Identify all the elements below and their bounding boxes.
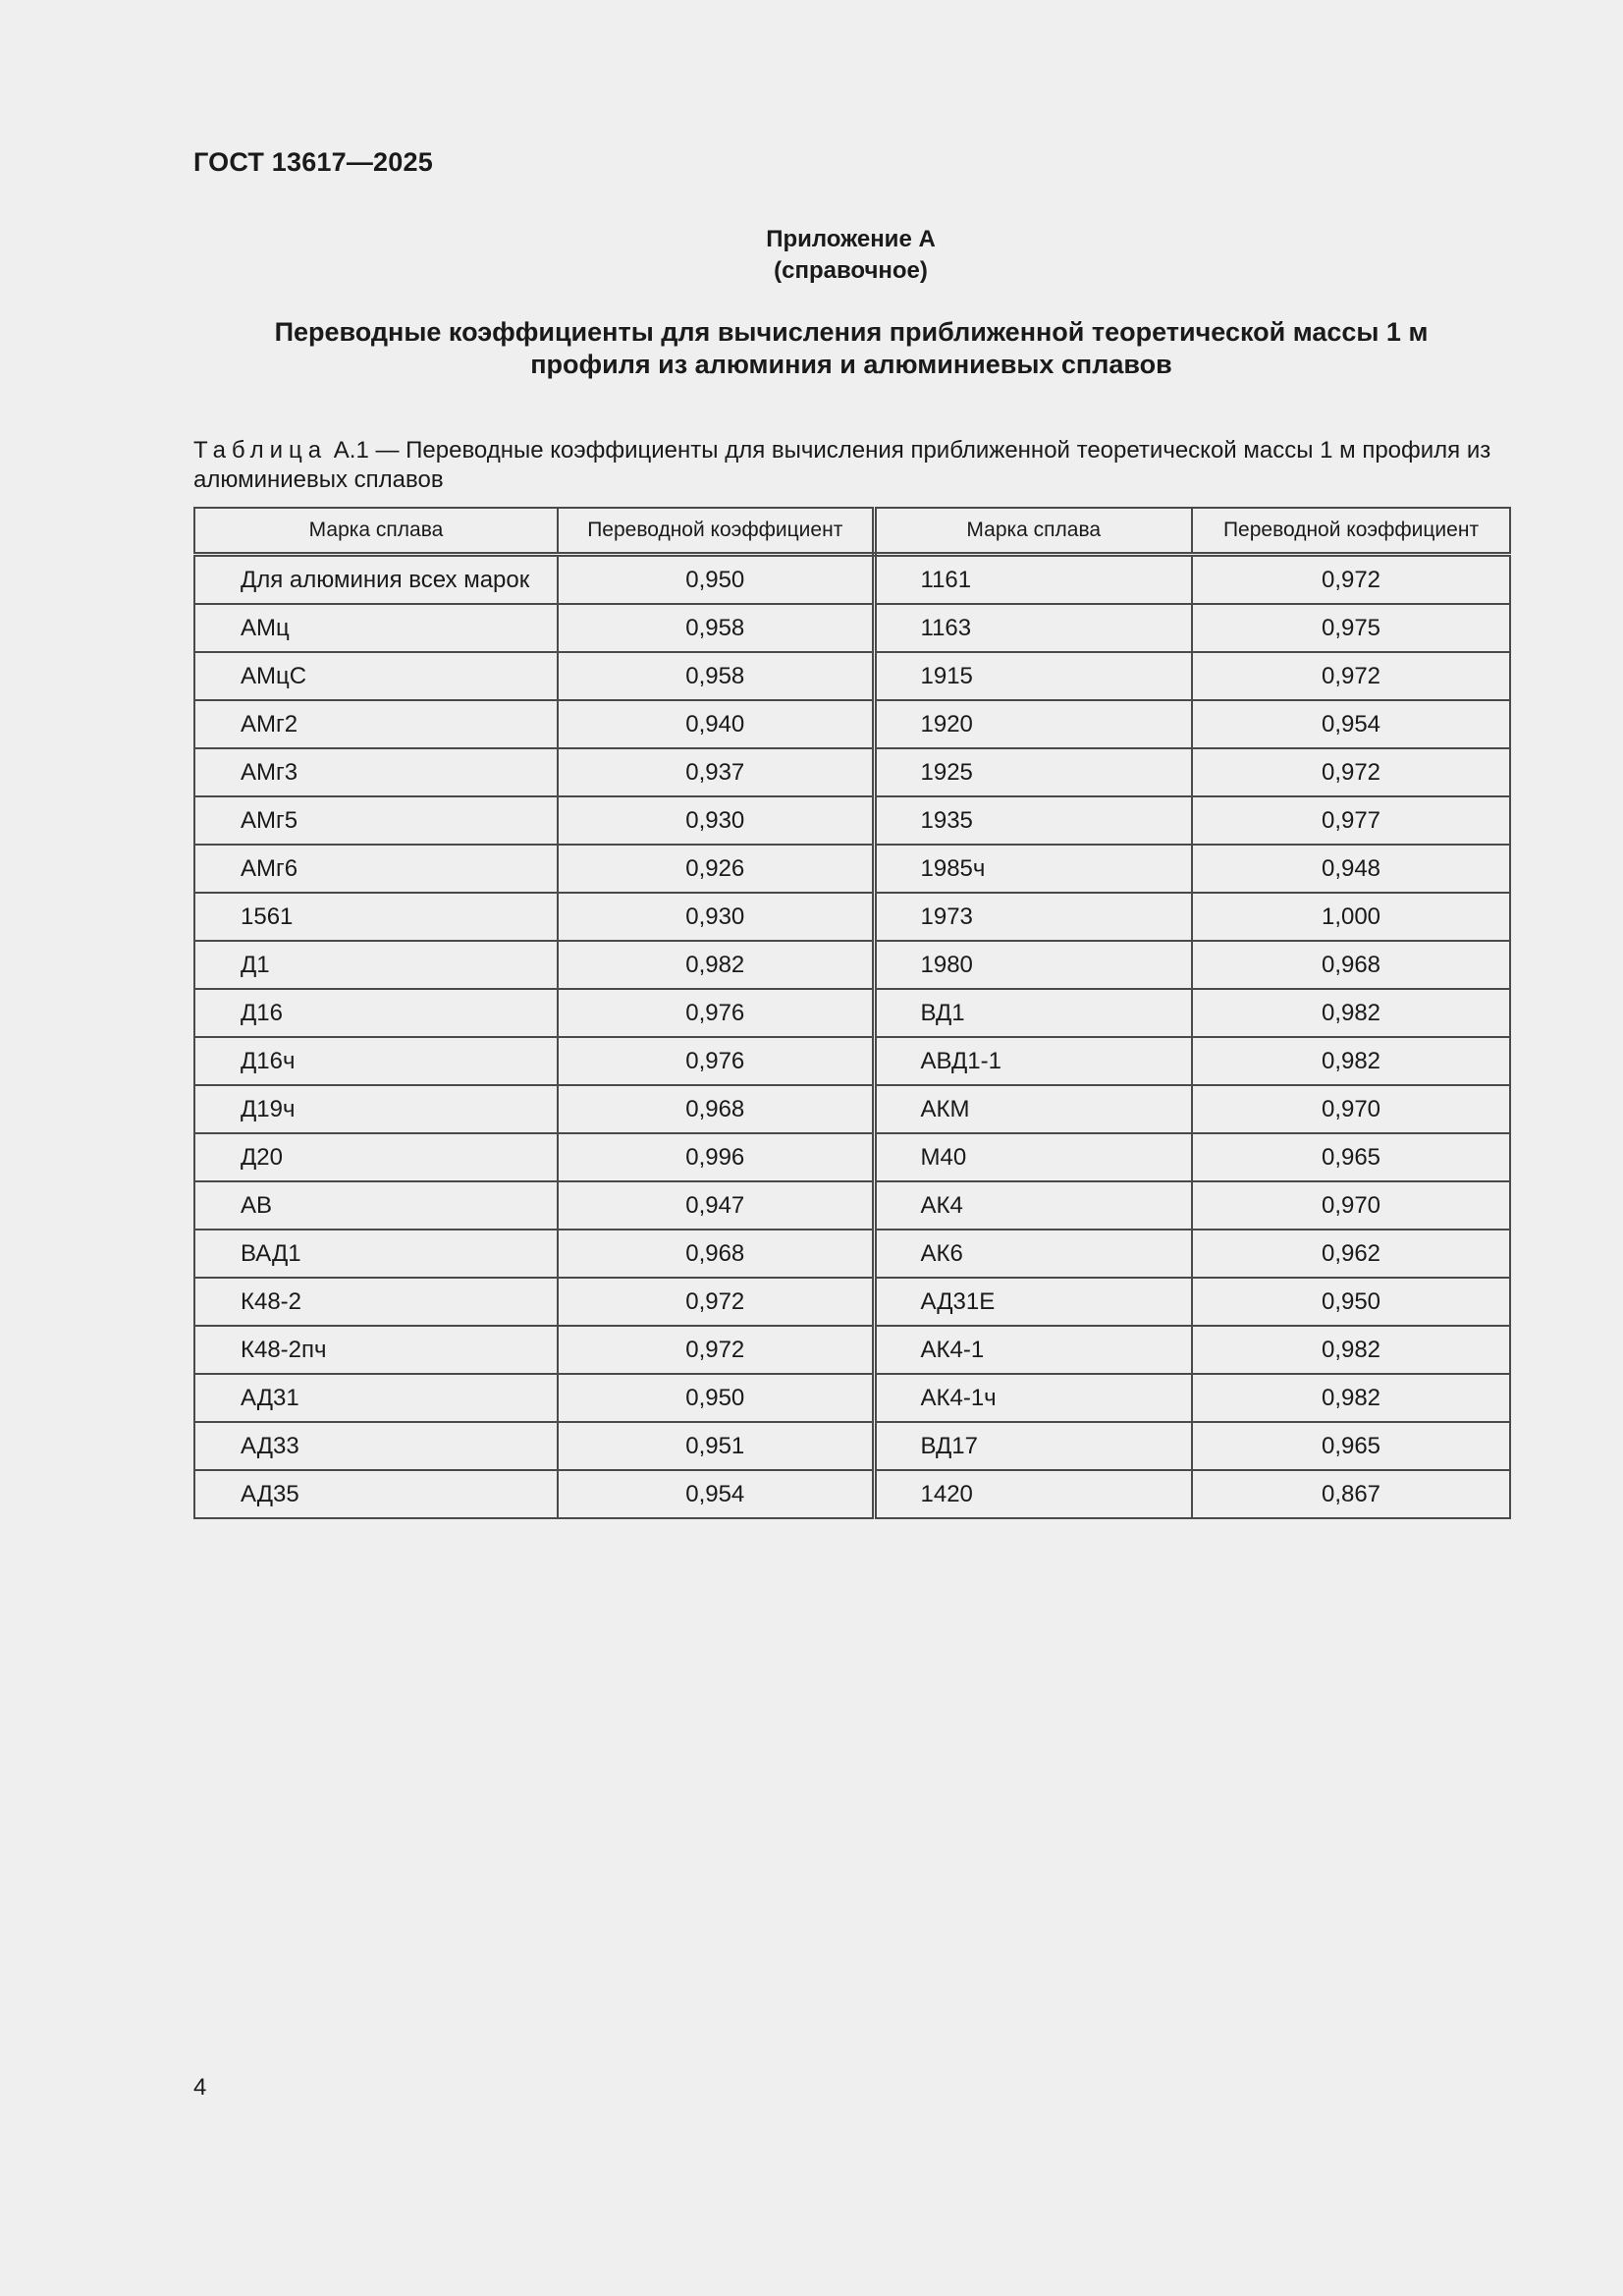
coefficient-right-cell: 0,968 xyxy=(1192,941,1510,989)
coefficient-right-cell: 0,975 xyxy=(1192,604,1510,652)
alloy-left-cell: Д20 xyxy=(194,1133,558,1181)
document-designation: ГОСТ 13617—2025 xyxy=(193,147,433,177)
coefficient-left-cell: 0,958 xyxy=(558,652,874,700)
alloy-right-cell: М40 xyxy=(874,1133,1192,1181)
table-row xyxy=(194,1470,1510,1518)
table-caption-text: — Переводные коэффициенты для вычисления приближенной теоретической массы 1 м профиля из алюминиевых сплавов xyxy=(193,437,1491,493)
alloy-left-cell: АД35 xyxy=(194,1470,558,1518)
header-coefficient-right: Переводной коэффициент xyxy=(1192,508,1510,555)
coefficient-left-cell: 0,937 xyxy=(558,748,874,796)
table-caption-number: А.1 xyxy=(333,437,369,464)
alloy-left-cell: АМцС xyxy=(194,652,558,700)
table-row xyxy=(194,748,1510,796)
table-body xyxy=(194,555,1510,1519)
coefficient-left-cell: 0,958 xyxy=(558,604,874,652)
table-row xyxy=(194,1037,1510,1085)
table-row xyxy=(194,652,1510,700)
appendix-kind: (справочное) xyxy=(774,257,928,284)
table-header-row xyxy=(194,508,1510,555)
coefficient-right-cell: 0,867 xyxy=(1192,1470,1510,1518)
coefficient-left-cell: 0,954 xyxy=(558,1470,874,1518)
alloy-right-cell: АД31Е xyxy=(874,1278,1192,1326)
table-row xyxy=(194,1181,1510,1230)
coefficient-right-cell: 0,972 xyxy=(1192,748,1510,796)
alloy-right-cell: ВД1 xyxy=(874,989,1192,1037)
table-caption-prefix: Таблица xyxy=(193,437,328,464)
alloy-right-cell: 1973 xyxy=(874,893,1192,941)
table-row xyxy=(194,604,1510,652)
table-row xyxy=(194,1422,1510,1470)
coefficients-table-container xyxy=(193,507,1509,1519)
table-caption xyxy=(193,436,1514,495)
coefficient-left-cell: 0,950 xyxy=(558,555,874,605)
coefficient-right-cell: 0,977 xyxy=(1192,796,1510,845)
alloy-left-cell: 1561 xyxy=(194,893,558,941)
header-alloy-right: Марка сплава xyxy=(874,508,1192,555)
table-row xyxy=(194,989,1510,1037)
coefficient-left-cell: 0,976 xyxy=(558,1037,874,1085)
coefficient-right-cell: 0,948 xyxy=(1192,845,1510,893)
coefficient-right-cell: 0,972 xyxy=(1192,555,1510,605)
coefficient-left-cell: 0,930 xyxy=(558,796,874,845)
alloy-left-cell: Д19ч xyxy=(194,1085,558,1133)
coefficient-right-cell: 0,970 xyxy=(1192,1181,1510,1230)
alloy-right-cell: АК4-1 xyxy=(874,1326,1192,1374)
header-alloy-left: Марка сплава xyxy=(194,508,558,555)
alloy-right-cell: 1915 xyxy=(874,652,1192,700)
table-row xyxy=(194,1374,1510,1422)
table-row xyxy=(194,845,1510,893)
coefficient-right-cell: 1,000 xyxy=(1192,893,1510,941)
coefficient-left-cell: 0,930 xyxy=(558,893,874,941)
appendix-title-line-2: профиля из алюминия и алюминиевых сплавов xyxy=(530,350,1172,379)
appendix-title xyxy=(193,316,1509,381)
alloy-right-cell: АК4 xyxy=(874,1181,1192,1230)
table-row xyxy=(194,941,1510,989)
alloy-left-cell: АВ xyxy=(194,1181,558,1230)
coefficient-right-cell: 0,965 xyxy=(1192,1133,1510,1181)
alloy-right-cell: 1163 xyxy=(874,604,1192,652)
coefficient-right-cell: 0,962 xyxy=(1192,1230,1510,1278)
alloy-left-cell: Д16ч xyxy=(194,1037,558,1085)
coefficient-right-cell: 0,982 xyxy=(1192,1037,1510,1085)
table-row xyxy=(194,1133,1510,1181)
coefficient-left-cell: 0,950 xyxy=(558,1374,874,1422)
coefficients-table xyxy=(193,507,1511,1519)
alloy-left-cell: АМг2 xyxy=(194,700,558,748)
coefficient-right-cell: 0,950 xyxy=(1192,1278,1510,1326)
table-row xyxy=(194,893,1510,941)
coefficient-left-cell: 0,947 xyxy=(558,1181,874,1230)
coefficient-left-cell: 0,968 xyxy=(558,1230,874,1278)
alloy-left-cell: Для алюминия всех марок xyxy=(194,555,558,605)
alloy-left-cell: К48-2пч xyxy=(194,1326,558,1374)
coefficient-right-cell: 0,982 xyxy=(1192,1326,1510,1374)
alloy-right-cell: 1161 xyxy=(874,555,1192,605)
table-row xyxy=(194,555,1510,605)
table-row xyxy=(194,1326,1510,1374)
table-row xyxy=(194,700,1510,748)
coefficient-right-cell: 0,982 xyxy=(1192,1374,1510,1422)
coefficient-left-cell: 0,982 xyxy=(558,941,874,989)
coefficient-left-cell: 0,972 xyxy=(558,1326,874,1374)
appendix-title-line-1: Переводные коэффициенты для вычисления приближенной теоретической массы 1 м xyxy=(274,317,1429,347)
alloy-left-cell: Д1 xyxy=(194,941,558,989)
alloy-left-cell: ВАД1 xyxy=(194,1230,558,1278)
alloy-right-cell: АВД1-1 xyxy=(874,1037,1192,1085)
coefficient-left-cell: 0,996 xyxy=(558,1133,874,1181)
alloy-right-cell: 1980 xyxy=(874,941,1192,989)
appendix-heading xyxy=(0,224,1623,287)
table-row xyxy=(194,796,1510,845)
alloy-right-cell: 1925 xyxy=(874,748,1192,796)
coefficient-right-cell: 0,972 xyxy=(1192,652,1510,700)
coefficient-left-cell: 0,951 xyxy=(558,1422,874,1470)
table-row xyxy=(194,1230,1510,1278)
coefficient-right-cell: 0,982 xyxy=(1192,989,1510,1037)
table-row xyxy=(194,1085,1510,1133)
coefficient-left-cell: 0,972 xyxy=(558,1278,874,1326)
coefficient-right-cell: 0,954 xyxy=(1192,700,1510,748)
coefficient-left-cell: 0,968 xyxy=(558,1085,874,1133)
alloy-right-cell: АКМ xyxy=(874,1085,1192,1133)
coefficient-left-cell: 0,926 xyxy=(558,845,874,893)
alloy-left-cell: АМг6 xyxy=(194,845,558,893)
coefficient-left-cell: 0,976 xyxy=(558,989,874,1037)
alloy-right-cell: 1920 xyxy=(874,700,1192,748)
alloy-left-cell: АМг5 xyxy=(194,796,558,845)
alloy-left-cell: АМг3 xyxy=(194,748,558,796)
alloy-left-cell: Д16 xyxy=(194,989,558,1037)
coefficient-right-cell: 0,970 xyxy=(1192,1085,1510,1133)
table-row xyxy=(194,1278,1510,1326)
alloy-right-cell: АК4-1ч xyxy=(874,1374,1192,1422)
coefficient-left-cell: 0,940 xyxy=(558,700,874,748)
alloy-right-cell: ВД17 xyxy=(874,1422,1192,1470)
header-coefficient-left: Переводной коэффициент xyxy=(558,508,874,555)
appendix-label: Приложение А xyxy=(766,226,936,252)
alloy-left-cell: АМц xyxy=(194,604,558,652)
alloy-right-cell: АК6 xyxy=(874,1230,1192,1278)
alloy-right-cell: 1985ч xyxy=(874,845,1192,893)
page-number: 4 xyxy=(193,2074,207,2101)
alloy-right-cell: 1420 xyxy=(874,1470,1192,1518)
alloy-left-cell: К48-2 xyxy=(194,1278,558,1326)
alloy-left-cell: АД33 xyxy=(194,1422,558,1470)
coefficient-right-cell: 0,965 xyxy=(1192,1422,1510,1470)
alloy-right-cell: 1935 xyxy=(874,796,1192,845)
alloy-left-cell: АД31 xyxy=(194,1374,558,1422)
